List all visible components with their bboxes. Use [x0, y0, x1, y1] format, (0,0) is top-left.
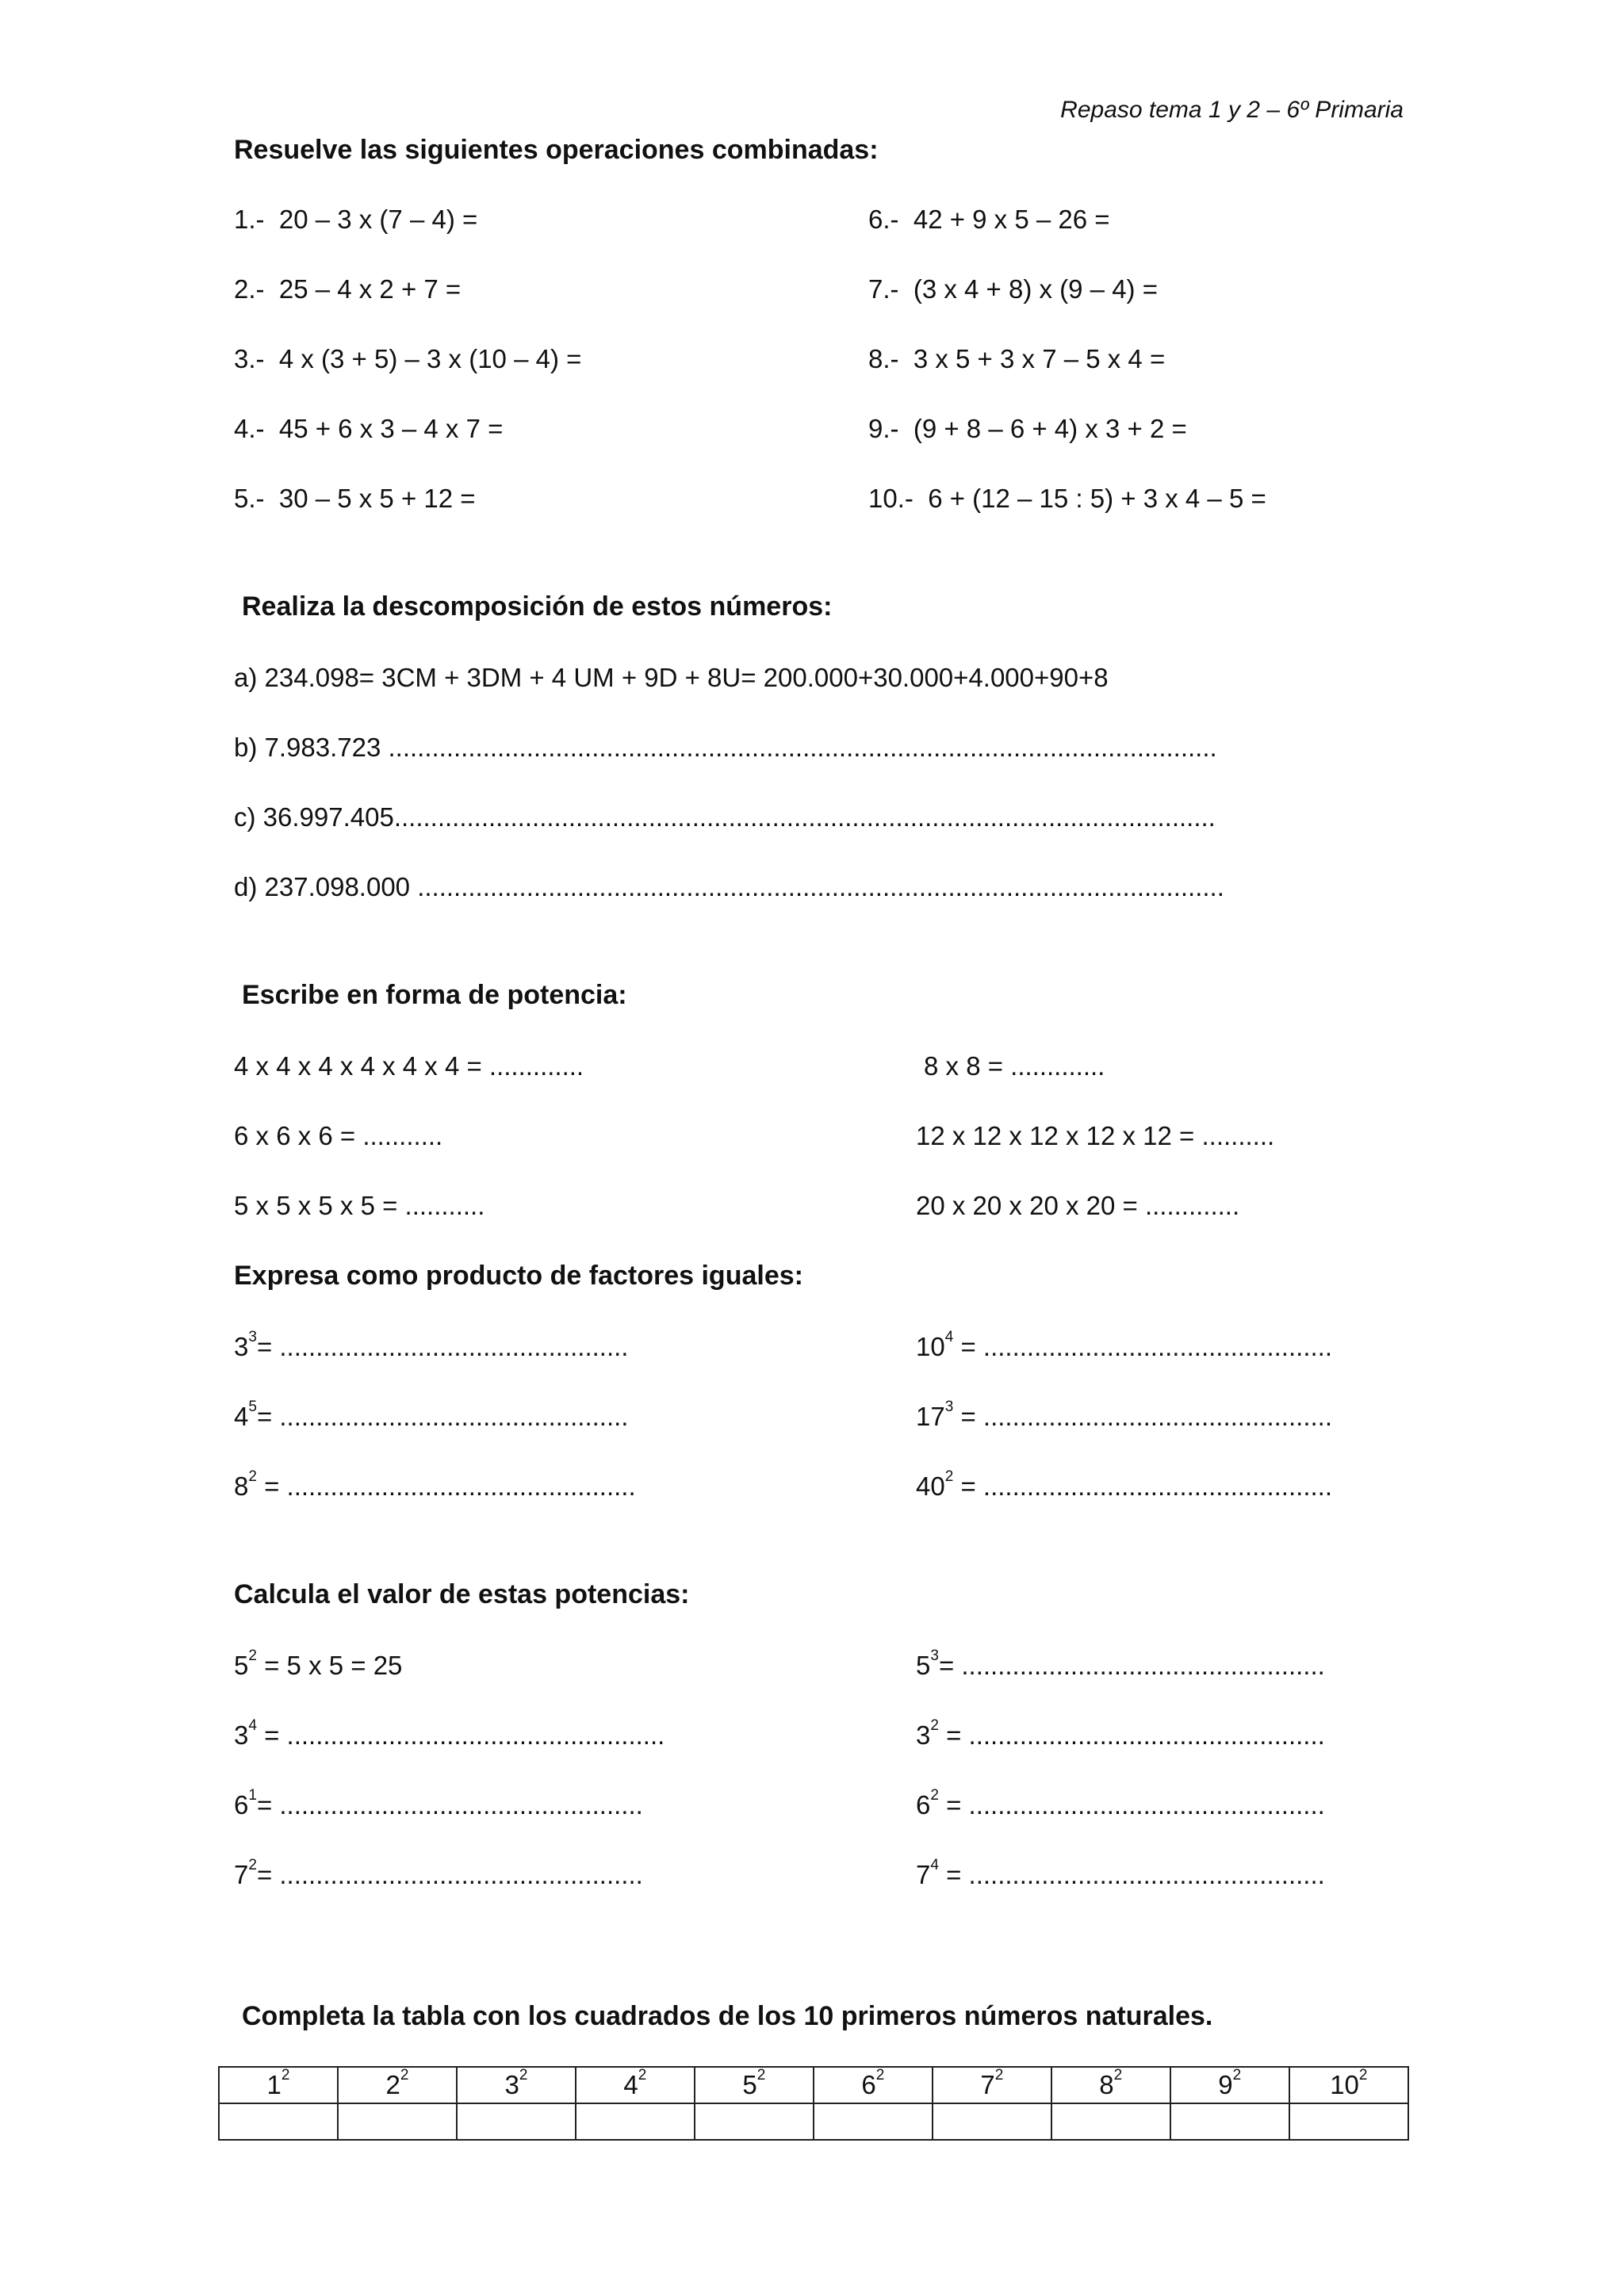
factor-item: $3^3=$ ................................................: [234, 1329, 629, 1361]
table-header-cell: $2^2$: [338, 2067, 457, 2103]
answer-cell[interactable]: [219, 2103, 338, 2140]
power-value-item: $6^2$ = .................................................: [916, 1787, 1325, 1820]
answer-cell[interactable]: [1051, 2103, 1170, 2140]
exercise-item: 5.- 30 – 5 x 5 + 12 =: [234, 484, 476, 513]
exercise-item: 6.- 42 + 9 x 5 – 26 =: [868, 205, 1110, 234]
exercise-item: 10.- 6 + (12 – 15 : 5) + 3 x 4 – 5 =: [868, 484, 1266, 513]
answer-cell[interactable]: [338, 2103, 457, 2140]
table-header-cell: $1^2$: [219, 2067, 338, 2103]
factor-item: $17^3$ = ................................................: [916, 1399, 1332, 1431]
factor-item: $4^5=$ ................................................: [234, 1399, 629, 1431]
table-header-row: [219, 2067, 1408, 2103]
power-value-item: $7^4$ = .................................................: [916, 1857, 1325, 1889]
exercise-item: 8.- 3 x 5 + 3 x 7 – 5 x 4 =: [868, 344, 1166, 373]
exercise-item: 3.- 4 x (3 + 5) – 3 x (10 – 4) =: [234, 344, 582, 373]
factor-item: $10^4$ = ................................................: [916, 1329, 1332, 1361]
decomposition-line: a) 234.098= 3CM + 3DM + 4 UM + 9D + 8U= 200.000+30.000+4.000+90+8: [234, 663, 1109, 692]
power-item: 12 x 12 x 12 x 12 x 12 = ..........: [916, 1121, 1275, 1150]
answer-cell[interactable]: [933, 2103, 1051, 2140]
section-title-calcula: Calcula el valor de estas potencias:: [234, 1579, 690, 1609]
section-title-factores: Expresa como producto de factores iguales:: [234, 1261, 803, 1291]
power-item: 5 x 5 x 5 x 5 = ...........: [234, 1191, 485, 1220]
section-title-descomposicion: Realiza la descomposición de estos números:: [242, 591, 833, 622]
table-header-cell: $8^2$: [1051, 2067, 1170, 2103]
answer-cell[interactable]: [814, 2103, 933, 2140]
exercise-item: 7.- (3 x 4 + 8) x (9 – 4) =: [868, 274, 1158, 304]
answer-cell[interactable]: [695, 2103, 814, 2140]
table-header-cell: $9^2$: [1170, 2067, 1289, 2103]
section-title-operaciones: Resuelve las siguientes operaciones combinadas:: [234, 135, 879, 165]
power-value-item: $3^4$ = ....................................................: [234, 1717, 665, 1750]
power-item: 4 x 4 x 4 x 4 x 4 x 4 = .............: [234, 1051, 584, 1081]
power-item: 8 x 8 = .............: [924, 1051, 1105, 1081]
power-value-item: $6^1=$ ..................................................: [234, 1787, 643, 1820]
squares-table: [218, 2066, 1409, 2141]
power-item: 6 x 6 x 6 = ...........: [234, 1121, 443, 1150]
factor-item: $40^2$ = ................................................: [916, 1468, 1332, 1501]
decomposition-line: d) 237.098.000 ...............................................................................................................: [234, 872, 1224, 901]
power-value-item: $5^2 = 5$ x 5 = 25: [234, 1647, 403, 1680]
table-header-cell: $3^2$: [457, 2067, 576, 2103]
answer-cell[interactable]: [576, 2103, 695, 2140]
decomposition-line: c) 36.997.405.................................................................................................................: [234, 802, 1216, 832]
answer-cell[interactable]: [457, 2103, 576, 2140]
table-header-cell: $10^2$: [1289, 2067, 1408, 2103]
decomposition-line: b) 7.983.723 ..................................................................................................................: [234, 733, 1217, 762]
table-header-cell: $6^2$: [814, 2067, 933, 2103]
answer-cell[interactable]: [1289, 2103, 1408, 2140]
page-header: Repaso tema 1 y 2 – 6º Primaria: [1060, 97, 1404, 123]
power-item: 20 x 20 x 20 x 20 = .............: [916, 1191, 1240, 1220]
exercise-item: 4.- 45 + 6 x 3 – 4 x 7 =: [234, 414, 504, 443]
exercise-item: 1.- 20 – 3 x (7 – 4) =: [234, 205, 478, 234]
section-title-tabla: Completa la tabla con los cuadrados de los 10 primeros números naturales.: [242, 2001, 1213, 2031]
table-answer-row: [219, 2103, 1408, 2140]
power-value-item: $5^3=$ ..................................................: [916, 1647, 1325, 1680]
table-header-cell: $5^2$: [695, 2067, 814, 2103]
table-header-cell: $4^2$: [576, 2067, 695, 2103]
answer-cell[interactable]: [1170, 2103, 1289, 2140]
exercise-item: 2.- 25 – 4 x 2 + 7 =: [234, 274, 462, 304]
factor-item: $8^2$ = ................................................: [234, 1468, 636, 1501]
exercise-item: 9.- (9 + 8 – 6 + 4) x 3 + 2 =: [868, 414, 1187, 443]
power-value-item: $3^2$ = .................................................: [916, 1717, 1325, 1750]
section-title-potencia: Escribe en forma de potencia:: [242, 980, 627, 1010]
table-header-cell: $7^2$: [933, 2067, 1051, 2103]
power-value-item: $7^2=$ ..................................................: [234, 1857, 643, 1889]
